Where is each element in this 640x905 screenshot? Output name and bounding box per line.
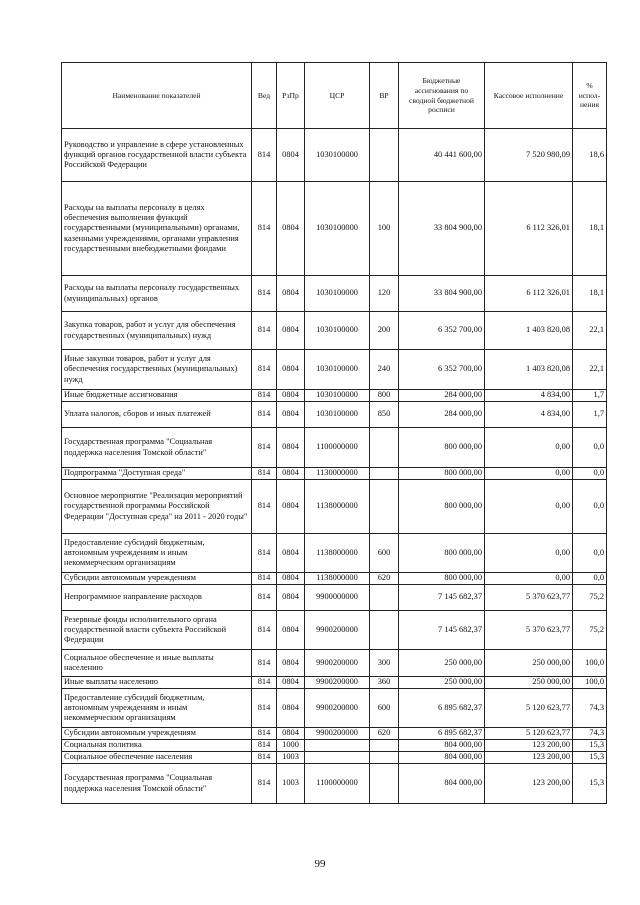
cell-ved: 814 — [252, 312, 277, 350]
cell-ved: 814 — [252, 402, 277, 428]
cell-percent: 0,0 — [573, 573, 607, 585]
table-header-row — [62, 63, 607, 129]
cell-rzpr: 0804 — [277, 312, 305, 350]
cell-rzpr: 0804 — [277, 689, 305, 728]
table-row — [62, 480, 607, 534]
cell-percent: 15,3 — [573, 752, 607, 764]
cell-name: Уплата налогов, сборов и иных платежей — [62, 402, 252, 428]
cell-percent: 0,0 — [573, 534, 607, 573]
cell-cash: 123 200,00 — [485, 764, 573, 804]
cell-percent: 1,7 — [573, 390, 607, 402]
page-number: 99 — [314, 858, 326, 870]
cell-rzpr: 0804 — [277, 677, 305, 689]
cell-vr — [370, 752, 399, 764]
cell-cash: 7 520 980,09 — [485, 129, 573, 182]
cell-ved: 814 — [252, 752, 277, 764]
table-row — [62, 573, 607, 585]
cell-vr — [370, 764, 399, 804]
cell-vr: 620 — [370, 728, 399, 740]
cell-vr — [370, 428, 399, 468]
cell-csr: 9900200000 — [305, 677, 370, 689]
cell-cash: 0,00 — [485, 468, 573, 480]
cell-csr: 1130000000 — [305, 468, 370, 480]
cell-vr: 300 — [370, 650, 399, 677]
cell-ved: 814 — [252, 129, 277, 182]
cell-ved: 814 — [252, 585, 277, 611]
cell-name: Иные выплаты населению — [62, 677, 252, 689]
cell-vr: 600 — [370, 534, 399, 573]
cell-csr: 1100000000 — [305, 428, 370, 468]
cell-cash: 5 370 623,77 — [485, 611, 573, 650]
cell-cash: 4 834,00 — [485, 402, 573, 428]
cell-budget: 250 000,00 — [399, 650, 485, 677]
table-row — [62, 390, 607, 402]
cell-vr: 200 — [370, 312, 399, 350]
cell-ved: 814 — [252, 468, 277, 480]
table-row — [62, 689, 607, 728]
cell-percent: 22,1 — [573, 350, 607, 390]
cell-vr: 100 — [370, 182, 399, 276]
cell-budget: 33 804 900,00 — [399, 276, 485, 312]
cell-csr: 1030100000 — [305, 312, 370, 350]
cell-budget: 804 000,00 — [399, 764, 485, 804]
cell-csr — [305, 752, 370, 764]
cell-name: Предоставление субсидий бюджетным, автономным учреждениям и иным некоммерческим организациям — [62, 534, 252, 573]
cell-budget: 33 804 900,00 — [399, 182, 485, 276]
cell-csr: 1030100000 — [305, 182, 370, 276]
cell-ved: 814 — [252, 650, 277, 677]
cell-budget: 800 000,00 — [399, 480, 485, 534]
cell-percent: 75,2 — [573, 611, 607, 650]
cell-vr: 240 — [370, 350, 399, 390]
cell-vr: 620 — [370, 573, 399, 585]
cell-csr: 1138000000 — [305, 573, 370, 585]
cell-cash: 0,00 — [485, 480, 573, 534]
cell-budget: 7 145 682,37 — [399, 585, 485, 611]
cell-cash: 5 120 623,77 — [485, 689, 573, 728]
cell-rzpr: 0804 — [277, 129, 305, 182]
cell-csr: 1030100000 — [305, 276, 370, 312]
cell-csr: 9900200000 — [305, 689, 370, 728]
cell-percent: 18,1 — [573, 276, 607, 312]
cell-rzpr: 1000 — [277, 740, 305, 752]
cell-cash: 250 000,00 — [485, 650, 573, 677]
cell-rzpr: 0804 — [277, 650, 305, 677]
cell-ved: 814 — [252, 350, 277, 390]
cell-ved: 814 — [252, 390, 277, 402]
cell-budget: 6 895 682,37 — [399, 689, 485, 728]
table-row — [62, 428, 607, 468]
table-row — [62, 752, 607, 764]
cell-name: Непрограммное направление расходов — [62, 585, 252, 611]
cell-budget: 40 441 600,00 — [399, 129, 485, 182]
cell-vr — [370, 585, 399, 611]
table-row — [62, 764, 607, 804]
table-row — [62, 677, 607, 689]
table-row — [62, 129, 607, 182]
cell-name: Субсидии автономным учреждениям — [62, 573, 252, 585]
header-name: Наименование показателей — [62, 63, 252, 129]
cell-rzpr: 0804 — [277, 534, 305, 573]
cell-percent: 74,3 — [573, 728, 607, 740]
header-csr: ЦСР — [305, 63, 370, 129]
cell-cash: 1 403 820,08 — [485, 312, 573, 350]
cell-rzpr: 0804 — [277, 468, 305, 480]
cell-ved: 814 — [252, 611, 277, 650]
cell-budget: 800 000,00 — [399, 534, 485, 573]
cell-csr: 1030100000 — [305, 402, 370, 428]
cell-rzpr: 1003 — [277, 764, 305, 804]
cell-vr — [370, 480, 399, 534]
cell-percent: 100,0 — [573, 677, 607, 689]
cell-rzpr: 0804 — [277, 390, 305, 402]
cell-ved: 814 — [252, 182, 277, 276]
cell-budget: 7 145 682,37 — [399, 611, 485, 650]
cell-csr: 1030100000 — [305, 129, 370, 182]
cell-percent: 1,7 — [573, 402, 607, 428]
cell-ved: 814 — [252, 276, 277, 312]
cell-rzpr: 0804 — [277, 480, 305, 534]
cell-name: Государственная программа "Социальная поддержка населения Томской области" — [62, 764, 252, 804]
cell-rzpr: 0804 — [277, 573, 305, 585]
cell-name: Расходы на выплаты персоналу в целях обеспечения выполнения функций государственными (муниципальными) органами, казенными учреждениями, органами управления государственными внебюджетными фондами — [62, 182, 252, 276]
cell-csr: 1100000000 — [305, 764, 370, 804]
cell-name: Иные закупки товаров, работ и услуг для обеспечения государственных (муниципальных) нужд — [62, 350, 252, 390]
cell-vr: 850 — [370, 402, 399, 428]
cell-ved: 814 — [252, 728, 277, 740]
cell-vr — [370, 611, 399, 650]
cell-rzpr: 0804 — [277, 276, 305, 312]
cell-percent: 18,1 — [573, 182, 607, 276]
cell-budget: 284 000,00 — [399, 402, 485, 428]
cell-rzpr: 0804 — [277, 350, 305, 390]
cell-name: Социальная политика — [62, 740, 252, 752]
cell-rzpr: 0804 — [277, 428, 305, 468]
cell-name: Руководство и управление в сфере установленных функций органов государственной власти субъекта Российской Федерации — [62, 129, 252, 182]
cell-cash: 0,00 — [485, 573, 573, 585]
cell-csr — [305, 740, 370, 752]
cell-rzpr: 0804 — [277, 182, 305, 276]
cell-vr: 800 — [370, 390, 399, 402]
cell-rzpr: 1003 — [277, 752, 305, 764]
table-row — [62, 402, 607, 428]
cell-vr — [370, 740, 399, 752]
cell-ved: 814 — [252, 428, 277, 468]
cell-csr: 1138000000 — [305, 480, 370, 534]
cell-budget: 800 000,00 — [399, 468, 485, 480]
cell-ved: 814 — [252, 764, 277, 804]
cell-percent: 75,2 — [573, 585, 607, 611]
cell-csr: 1030100000 — [305, 350, 370, 390]
header-vr: ВР — [370, 63, 399, 129]
cell-name: Государственная программа "Социальная поддержка населения Томской области" — [62, 428, 252, 468]
cell-vr — [370, 129, 399, 182]
cell-name: Основное мероприятие "Реализация мероприятий государственной программы Российской Федерации "Доступная среда" на 2011 - 2020 годы" — [62, 480, 252, 534]
cell-percent: 18,6 — [573, 129, 607, 182]
cell-cash: 5 370 623,77 — [485, 585, 573, 611]
table-row — [62, 312, 607, 350]
cell-budget: 6 895 682,37 — [399, 728, 485, 740]
cell-budget: 800 000,00 — [399, 573, 485, 585]
cell-percent: 0,0 — [573, 480, 607, 534]
cell-name: Иные бюджетные ассигнования — [62, 390, 252, 402]
cell-rzpr: 0804 — [277, 611, 305, 650]
cell-vr — [370, 468, 399, 480]
cell-percent: 22,1 — [573, 312, 607, 350]
cell-cash: 0,00 — [485, 534, 573, 573]
cell-name: Социальное обеспечение и иные выплаты населению — [62, 650, 252, 677]
cell-percent: 15,3 — [573, 740, 607, 752]
table-row — [62, 350, 607, 390]
cell-budget: 800 000,00 — [399, 428, 485, 468]
cell-cash: 6 112 326,01 — [485, 182, 573, 276]
cell-rzpr: 0804 — [277, 585, 305, 611]
budget-execution-table — [61, 62, 607, 804]
cell-percent: 0,0 — [573, 428, 607, 468]
cell-budget: 804 000,00 — [399, 740, 485, 752]
cell-ved: 814 — [252, 534, 277, 573]
cell-csr: 9900200000 — [305, 650, 370, 677]
cell-csr: 9900000000 — [305, 585, 370, 611]
header-ved: Вед — [252, 63, 277, 129]
header-rzpr: РзПр — [277, 63, 305, 129]
header-budget: Бюджетные ассигнования по сводной бюджетной росписи — [399, 63, 485, 129]
cell-name: Социальное обеспечение населения — [62, 752, 252, 764]
cell-budget: 804 000,00 — [399, 752, 485, 764]
cell-name: Субсидии автономным учреждениям — [62, 728, 252, 740]
cell-name: Расходы на выплаты персоналу государственных (муниципальных) органов — [62, 276, 252, 312]
table-row — [62, 740, 607, 752]
cell-budget: 250 000,00 — [399, 677, 485, 689]
cell-cash: 0,00 — [485, 428, 573, 468]
cell-cash: 1 403 820,08 — [485, 350, 573, 390]
cell-csr: 9900200000 — [305, 611, 370, 650]
header-cash: Кассовое исполнение — [485, 63, 573, 129]
cell-rzpr: 0804 — [277, 728, 305, 740]
cell-budget: 6 352 700,00 — [399, 350, 485, 390]
cell-cash: 4 834,00 — [485, 390, 573, 402]
table-row — [62, 276, 607, 312]
table-row — [62, 728, 607, 740]
cell-csr: 9900200000 — [305, 728, 370, 740]
cell-vr: 120 — [370, 276, 399, 312]
table-body — [62, 129, 607, 804]
cell-cash: 250 000,00 — [485, 677, 573, 689]
cell-ved: 814 — [252, 573, 277, 585]
cell-vr: 600 — [370, 689, 399, 728]
cell-vr: 360 — [370, 677, 399, 689]
cell-name: Предоставление субсидий бюджетным, автономным учреждениям и иным некоммерческим организациям — [62, 689, 252, 728]
cell-rzpr: 0804 — [277, 402, 305, 428]
table-row — [62, 650, 607, 677]
cell-csr: 1030100000 — [305, 390, 370, 402]
header-percent: % испол-нения — [573, 63, 607, 129]
table-row — [62, 182, 607, 276]
cell-budget: 284 000,00 — [399, 390, 485, 402]
cell-cash: 123 200,00 — [485, 752, 573, 764]
cell-cash: 6 112 326,01 — [485, 276, 573, 312]
cell-name: Подпрограмма "Доступная среда" — [62, 468, 252, 480]
table-row — [62, 468, 607, 480]
cell-name: Закупка товаров, работ и услуг для обеспечения государственных (муниципальных) нужд — [62, 312, 252, 350]
cell-ved: 814 — [252, 677, 277, 689]
cell-percent: 100,0 — [573, 650, 607, 677]
cell-csr: 1138000000 — [305, 534, 370, 573]
cell-percent: 0,0 — [573, 468, 607, 480]
cell-ved: 814 — [252, 689, 277, 728]
table-row — [62, 534, 607, 573]
cell-cash: 123 200,00 — [485, 740, 573, 752]
cell-ved: 814 — [252, 480, 277, 534]
cell-ved: 814 — [252, 740, 277, 752]
cell-percent: 74,3 — [573, 689, 607, 728]
cell-percent: 15,3 — [573, 764, 607, 804]
table-row — [62, 611, 607, 650]
cell-name: Резервные фонды исполнительного органа государственной власти субъекта Российской Федерации — [62, 611, 252, 650]
cell-budget: 6 352 700,00 — [399, 312, 485, 350]
cell-cash: 5 120 623,77 — [485, 728, 573, 740]
table-row — [62, 585, 607, 611]
